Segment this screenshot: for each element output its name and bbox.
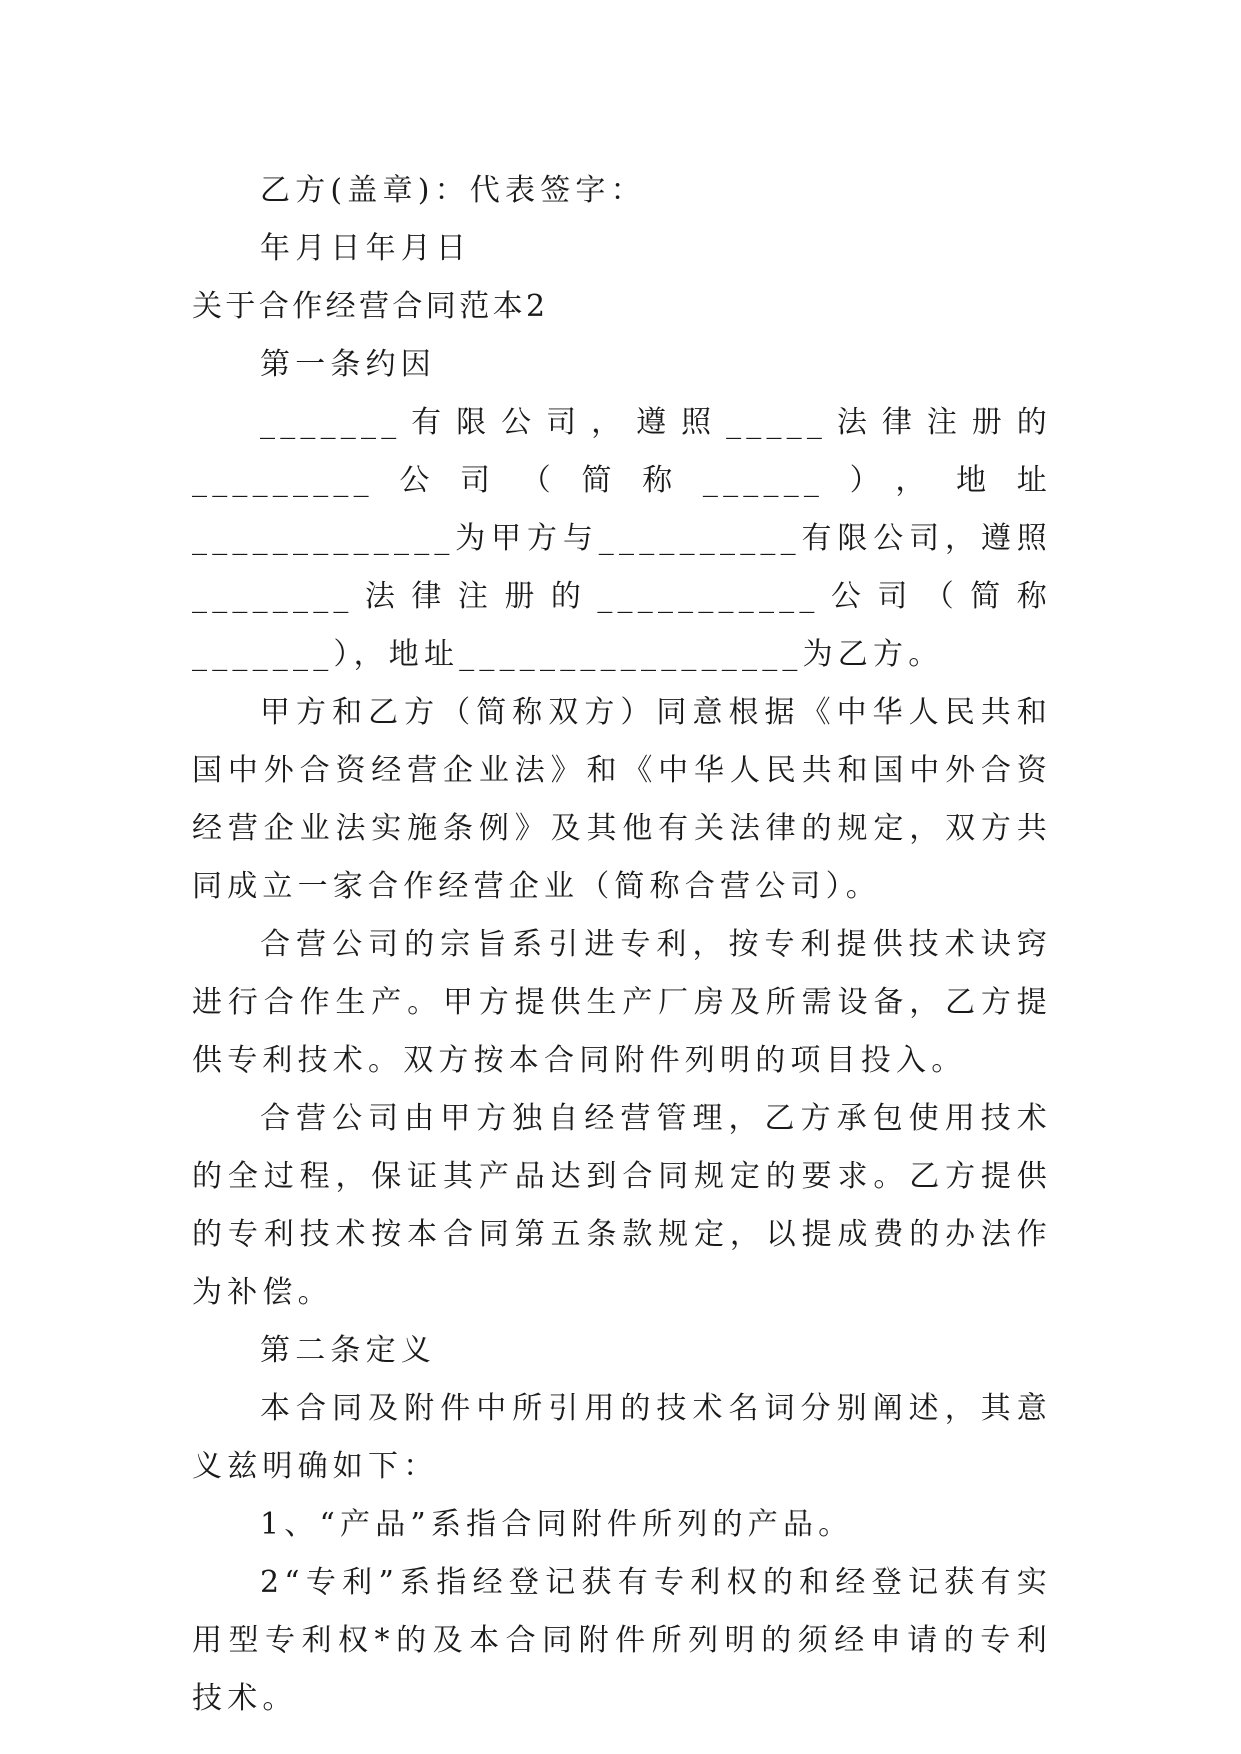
document-body [192, 162, 1052, 1728]
article-1-management-paragraph: 合营公司由甲方独自经营管理，乙方承包使用技术的全过程，保证其产品达到合同规定的要求。乙方提供的专利技术按本合同第五条款规定，以提成费的办法作为补偿。 [192, 1101, 1052, 1310]
article-1-legal-basis-paragraph: 甲方和乙方（简称双方）同意根据《中华人民共和国中外合资经营企业法》和《中华人民共和国中外合资经营企业法实施条例》及其他有关法律的规定，双方共同成立一家合作经营企业（简称合营公司）。 [192, 695, 1052, 904]
article-1-title: 第一条约因 [260, 347, 436, 382]
article-2-item-1: 1、“产品”系指合同附件所列的产品。 [260, 1507, 854, 1542]
article-2-item-2: 2“专利”系指经登记获有专利权的和经登记获有实用型专利权*的及本合同附件所列明的须经申请的专利技术。 [192, 1565, 1052, 1716]
article-1-parties-paragraph: _______有限公司，遵照_____法律注册的_________公司（简称______），地址_____________为甲方与__________有限公司，遵照________法律注册的___________公司（简称_______），地址_________________为乙方。 [192, 405, 1052, 672]
article-2-intro-paragraph: 本合同及附件中所引用的技术名词分别阐述，其意义兹明确如下： [192, 1391, 1052, 1484]
article-2-title: 第二条定义 [260, 1333, 436, 1368]
date-line: 年月日年月日 [260, 231, 472, 266]
signature-line: 乙方(盖章)：代表签字： [260, 173, 646, 208]
section-title: 关于合作经营合同范本2 [192, 289, 549, 324]
article-1-purpose-paragraph: 合营公司的宗旨系引进专利，按专利提供技术诀窍进行合作生产。甲方提供生产厂房及所需设备，乙方提供专利技术。双方按本合同附件列明的项目投入。 [192, 927, 1052, 1078]
